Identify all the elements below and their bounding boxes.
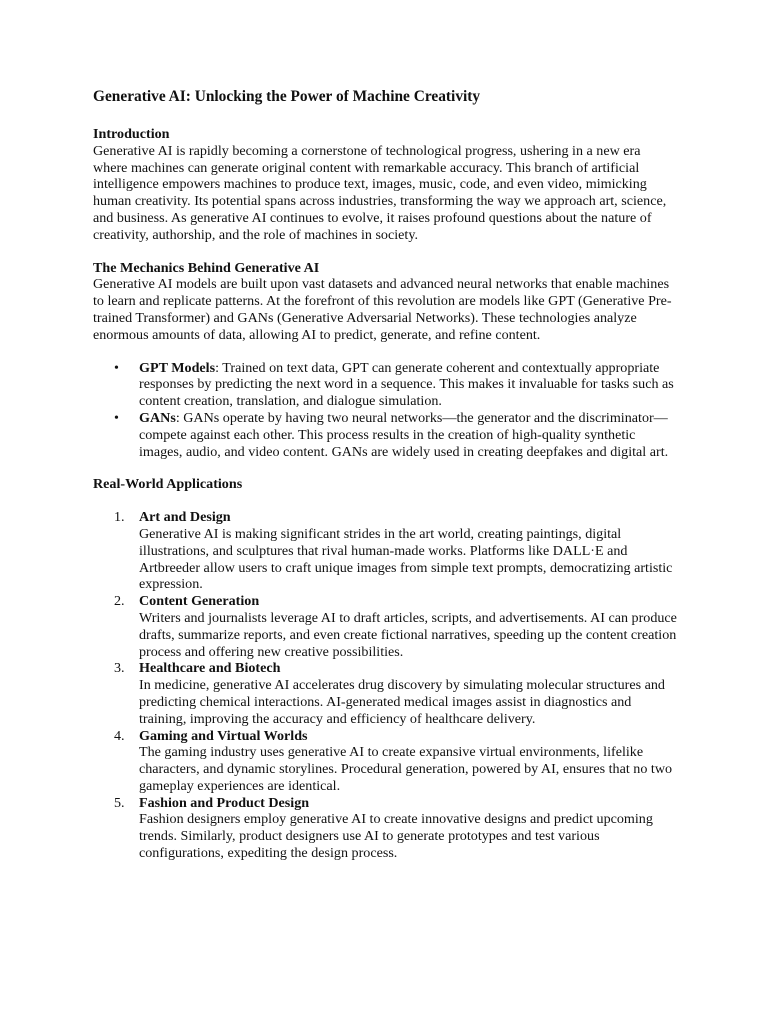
item-body: In medicine, generative AI accelerates drug discovery by simulating molecular structures and predicting chemical interactions. AI-generated medical images assist in diagnostics and training, improving the accuracy and efficiency of healthcare delivery. xyxy=(139,677,665,727)
list-item xyxy=(93,728,678,795)
item-title: Content Generation xyxy=(139,593,260,610)
item-number: 4. xyxy=(114,727,125,744)
list-item xyxy=(93,660,678,727)
bullet-text: : Trained on text data, GPT can generate coherent and contextually appropriate responses by predicting the next word in a sequence. This makes it invaluable for tasks such as content creation, translation, and dialogue simulation. xyxy=(139,359,674,410)
item-title: Art and Design xyxy=(139,509,231,526)
document-title: Generative AI: Unlocking the Power of Machine Creativity xyxy=(93,88,481,105)
item-number: 2. xyxy=(114,593,125,610)
list-item xyxy=(93,360,678,410)
introduction-section xyxy=(93,126,678,244)
applications-heading: Real-World Applications xyxy=(93,476,243,493)
applications-section xyxy=(93,476,678,862)
bullet-icon: • xyxy=(114,409,119,426)
introduction-heading: Introduction xyxy=(93,126,170,142)
bullet-icon: • xyxy=(114,359,119,376)
item-body: Writers and journalists leverage AI to draft articles, scripts, and advertisements. AI can produce drafts, summarize reports, and even create fictional narratives, speeding up the content creation process and offering new creative possibilities. xyxy=(139,609,677,660)
applications-list xyxy=(93,509,678,862)
item-body: Fashion designers employ generative AI to create innovative designs and predict upcoming trends. Similarly, product designers use AI to generate prototypes and test various configurations, expediting the design process. xyxy=(139,811,653,862)
mechanics-heading: The Mechanics Behind Generative AI xyxy=(93,259,320,276)
list-item xyxy=(93,410,678,460)
mechanics-section xyxy=(93,260,678,461)
item-number: 1. xyxy=(114,509,125,526)
list-item xyxy=(93,509,678,593)
introduction-paragraph: Generative AI is rapidly becoming a cornerstone of technological progress, ushering in a new era where machines can generate original content with remarkable accuracy. This branch of artificial intelligence empowers machines to produce text, images, music, code, and even video, mimicking human creativity. Its potential spans across industries, transforming the way we approach art, science, and business. As generative AI continues to evolve, it raises profound questions about the nature of creativity, authorship, and the role of machines in society. xyxy=(93,142,667,243)
item-number: 3. xyxy=(114,660,125,677)
bullet-term: GANs xyxy=(139,409,176,426)
item-title: Healthcare and Biotech xyxy=(139,660,281,677)
mechanics-paragraph: Generative AI models are built upon vast datasets and advanced neural networks that enable machines to learn and replicate patterns. At the forefront of this revolution are models like GPT (Generative Pre-trained Transformer) and GANs (Generative Adversarial Networks). These technologies analyze enormous amounts of data, allowing AI to predict, generate, and refine content. xyxy=(93,276,672,343)
item-body: The gaming industry uses generative AI to create expansive virtual environments, lifelike characters, and dynamic storylines. Procedural generation, powered by AI, ensures that no two gameplay experiences are identical. xyxy=(139,744,673,794)
item-title: Gaming and Virtual Worlds xyxy=(139,727,308,744)
item-number: 5. xyxy=(114,794,125,811)
list-item xyxy=(93,593,678,660)
list-item xyxy=(93,795,678,862)
model-bullet-list xyxy=(93,360,678,461)
bullet-text: : GANs operate by having two neural networks—the generator and the discriminator—compete against each other. This process results in the creation of high-quality synthetic images, audio, and video content. GANs are widely used in creating deepfakes and digital art. xyxy=(139,409,669,460)
document-page xyxy=(93,88,678,878)
bullet-term: GPT Models xyxy=(139,359,216,376)
item-title: Fashion and Product Design xyxy=(139,794,310,811)
item-body: Generative AI is making significant strides in the art world, creating paintings, digital illustrations, and sculptures that rival human-made works. Platforms like DALL·E and Artbreeder allow users to craft unique images from simple text prompts, democratizing artistic expression. xyxy=(139,525,673,593)
